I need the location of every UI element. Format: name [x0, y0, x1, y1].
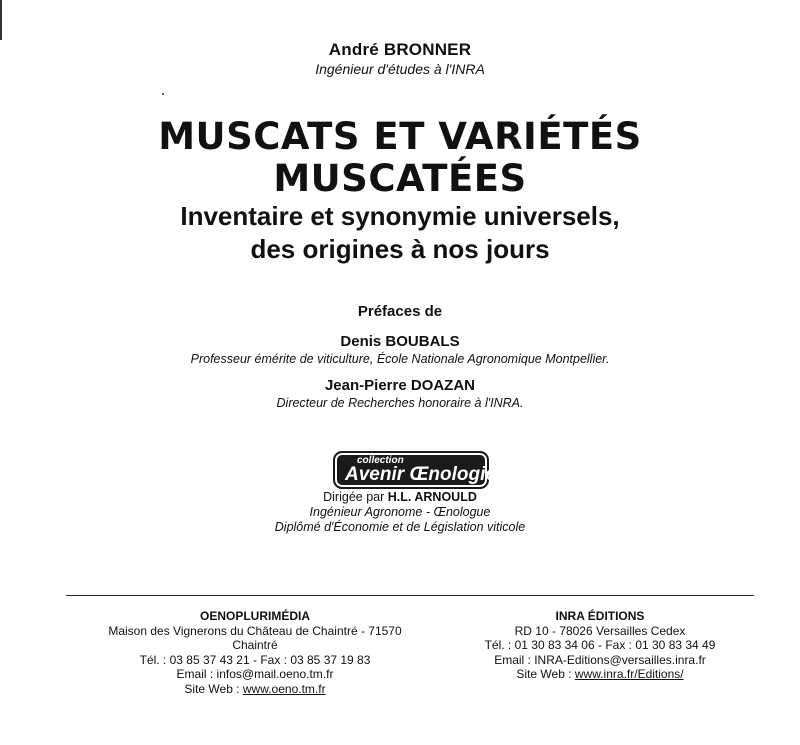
book-subtitle — [0, 200, 800, 266]
publisher-oenoplurimedia — [105, 609, 405, 696]
preface-author-role: Professeur émérite de viticulture, École Nationale Agronomique Montpellier. — [190, 352, 610, 366]
director-role-2: Diplômé d'Économie et de Législation viticole — [274, 520, 526, 534]
publisher-web-link[interactable]: www.oeno.tm.fr — [242, 681, 326, 696]
publisher-inra-editions — [450, 609, 750, 682]
collection-logo-name: Avenir Œnologie — [345, 464, 496, 485]
publisher-web — [105, 682, 405, 697]
director-line — [200, 490, 600, 505]
author-role: Ingénieur d'études à l'INRA — [315, 61, 485, 77]
subtitle-line-1: Inventaire et synonymie universels, — [180, 201, 620, 231]
author-block — [240, 40, 560, 78]
scan-speck — [162, 93, 164, 95]
author-name: André BRONNER — [328, 40, 472, 59]
publisher-web-label: Site Web : — [516, 667, 575, 681]
collection-logo-small-text: collection — [357, 455, 404, 466]
preface-author-name: Jean-Pierre DOAZAN — [324, 377, 476, 394]
title-line-1: MUSCATS ET VARIÉTÉS — [158, 115, 642, 158]
prefaces-heading: Préfaces de — [357, 303, 443, 320]
title-line-2: MUSCATÉES — [273, 157, 527, 200]
publisher-address: RD 10 - 78026 Versailles Cedex — [514, 623, 686, 638]
book-title — [0, 116, 800, 200]
publisher-name: OENOPLURIMÉDIA — [199, 609, 310, 623]
subtitle-line-2: des origines à nos jours — [250, 234, 550, 264]
publisher-web-link[interactable]: www.inra.fr/Editions/ — [574, 667, 684, 681]
director-name: H.L. ARNOULD — [387, 490, 477, 504]
publisher-email: Email : INRA-Editions@versailles.inra.fr — [494, 652, 706, 667]
preface-author-name: Denis BOUBALS — [340, 333, 460, 350]
publisher-phone: Tél. : 03 85 37 43 21 - Fax : 03 85 37 19 83 — [139, 652, 371, 667]
publisher-email: Email : infos@mail.oeno.tm.fr — [176, 667, 334, 681]
publisher-web-label: Site Web : — [184, 681, 243, 696]
publisher-web — [450, 667, 750, 682]
divider-line — [66, 595, 754, 596]
directed-by-label: Dirigée par — [323, 490, 385, 504]
collection-logo — [333, 451, 496, 489]
publisher-phone: Tél. : 01 30 83 34 06 - Fax : 01 30 83 34 49 — [484, 638, 716, 652]
collection-director-block — [200, 490, 600, 535]
director-role-1: Ingénieur Agronome - Œnologue — [309, 505, 491, 519]
publisher-name: INRA ÉDITIONS — [555, 609, 645, 623]
prefaces-section — [160, 303, 640, 421]
scan-edge-mark — [0, 0, 2, 40]
publisher-address: Maison des Vignerons du Château de Chaintré - 71570 Chaintré — [108, 623, 402, 652]
preface-author-role: Directeur de Recherches honoraire à l'INRA. — [276, 396, 524, 410]
